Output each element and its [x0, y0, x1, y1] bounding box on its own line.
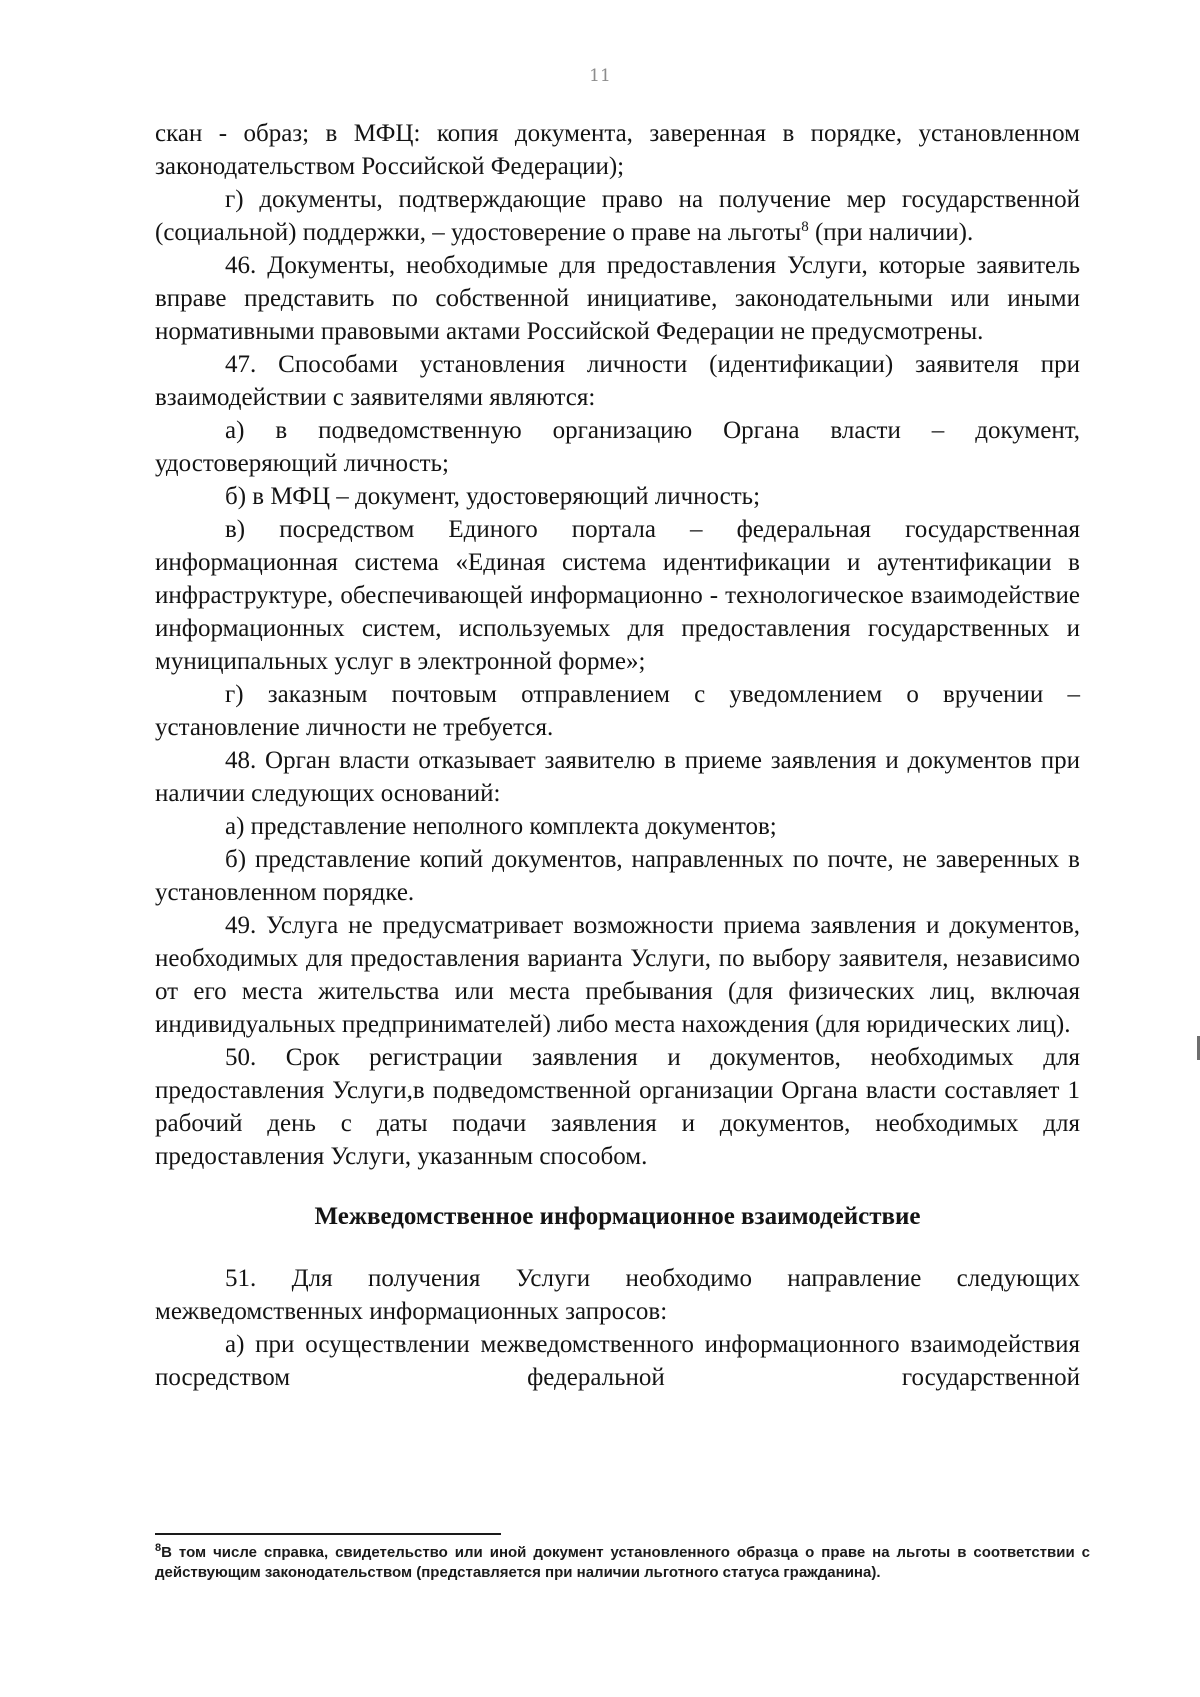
paragraph-47: 47. Способами установления личности (идентификации) заявителя при взаимодействии с заявителями являются:: [155, 351, 1080, 411]
footnote-separator: [155, 1533, 501, 1535]
paragraph-text: г) документы, подтверждающие право на получение мер государственной (социальной) поддержки, – удостоверение о праве на льготы: [155, 186, 1080, 246]
paragraph-50: 50. Срок регистрации заявления и документов, необходимых для предоставления Услуги,в подведомственной организации Органа власти составляет 1 рабочий день с даты подачи заявления и документов, необходимых для предоставления Услуги, указанным способом.: [155, 1044, 1080, 1170]
paragraph-47-g: г) заказным почтовым отправлением с уведомлением о вручении – установление личности не требуется.: [155, 681, 1080, 741]
paragraph-48: 48. Орган власти отказывает заявителю в приеме заявления и документов при наличии следующих оснований:: [155, 747, 1080, 807]
footnote: [155, 1543, 1090, 1583]
paragraph-49: 49. Услуга не предусматривает возможности приема заявления и документов, необходимых для предоставления варианта Услуги, по выбору заявителя, независимо от его места жительства или места пребывания (для физических лиц, включая индивидуальных предпринимателей) либо места нахождения (для юридических лиц).: [155, 912, 1080, 1038]
paragraph-46: 46. Документы, необходимые для предоставления Услуги, которые заявитель вправе представить по собственной инициативе, законодательными или иными нормативными правовыми актами Российской Федерации не предусмотрены.: [155, 252, 1080, 345]
paragraph-51: 51. Для получения Услуги необходимо направление следующих межведомственных информационных запросов:: [155, 1265, 1080, 1325]
paragraph-47-a: а) в подведомственную организацию Органа власти – документ, удостоверяющий личность;: [155, 417, 1080, 477]
footnote-reference: 8: [801, 219, 809, 235]
section-heading: Межведомственное информационное взаимодействие: [314, 1203, 921, 1230]
document-body: [155, 117, 1080, 1394]
paragraph-47-b: б) в МФЦ – документ, удостоверяющий личность;: [225, 483, 761, 510]
paragraph-item-g-documents: [155, 183, 1080, 249]
paragraph-continuation: скан - образ; в МФЦ: копия документа, заверенная в порядке, установленном законодательством Российской Федерации);: [155, 120, 1080, 180]
paragraph-51-a: а) при осуществлении межведомственного информационного взаимодействия посредством федеральной государственной: [155, 1331, 1080, 1391]
paragraph-47-v: в) посредством Единого портала – федеральная государственная информационная система «Единая система идентификации и аутентификации в инфраструктуре, обеспечивающей информационно - технологическое взаимодействие информационных систем, используемых для предоставления государственных и муниципальных услуг в электронной форме»;: [155, 516, 1080, 675]
paragraph-48-b: б) представление копий документов, направленных по почте, не заверенных в установленном порядке.: [155, 846, 1080, 906]
page-number: 11: [589, 66, 611, 86]
footnote-marker: 8: [155, 1542, 162, 1554]
paragraph-text-tail: (при наличии).: [808, 219, 974, 246]
paragraph-48-a: а) представление неполного комплекта документов;: [225, 813, 777, 840]
footnote-text: В том числе справка, свидетельство или иной документ установленного образца о праве на льготы в соответствии с действующим законодательством (представляется при наличии льготного статуса гражданина).: [155, 1544, 1090, 1581]
